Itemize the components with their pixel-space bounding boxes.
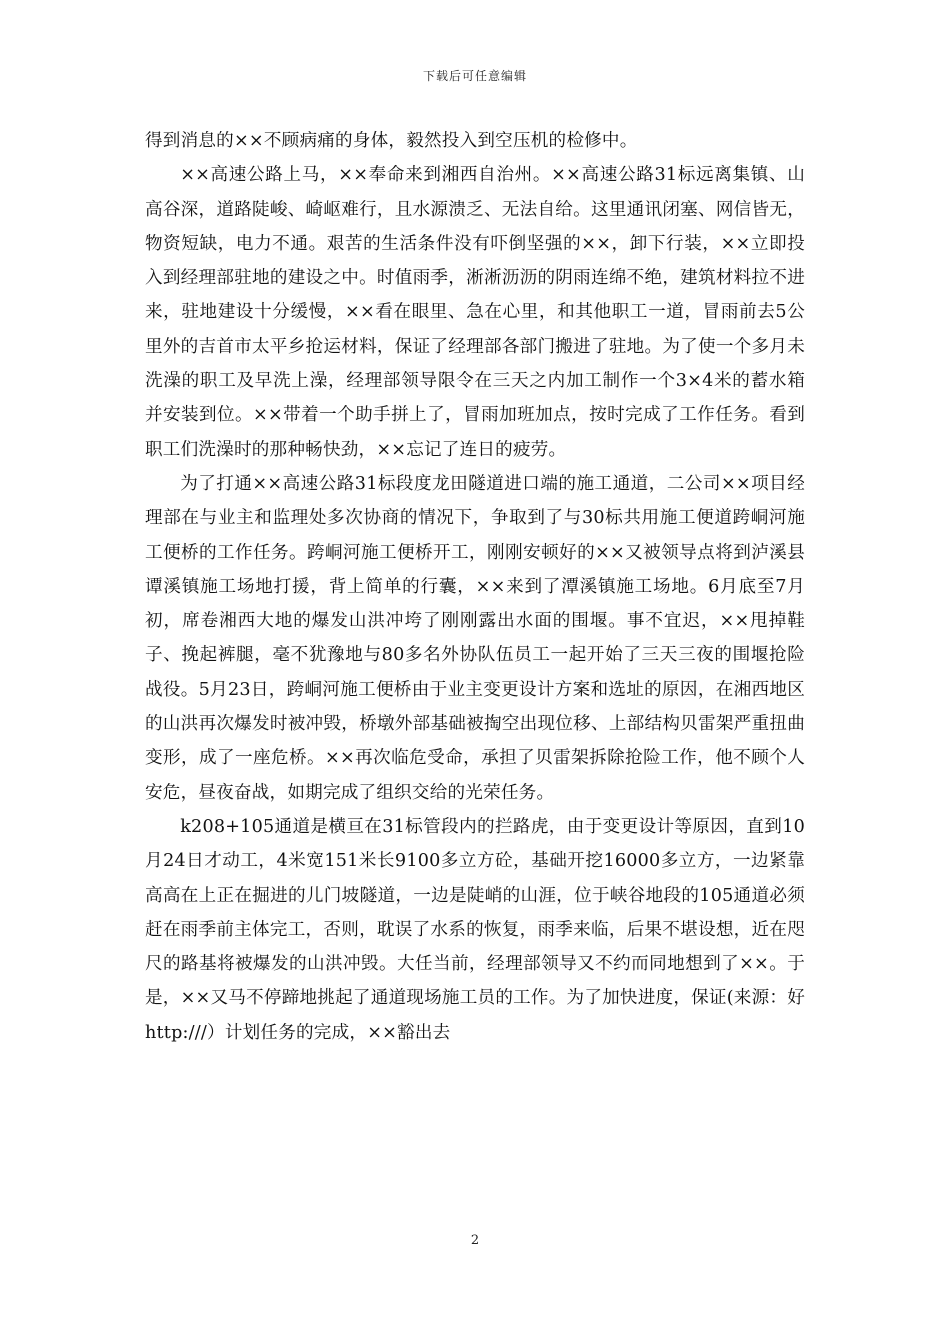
page-header: 下载后可任意编辑 — [422, 69, 527, 83]
page-number: 2 — [470, 1233, 480, 1248]
paragraph-continuation: 得到消息的××不顾病痛的身体，毅然投入到空压机的检修中。 — [145, 131, 638, 151]
paragraph-highway-start: ××高速公路上马，××奉命来到湘西自治州。××高速公路31标远离集镇、山高谷深，道路陡峻、崎岖难行，且水源溃乏、无法自给。这里通讯闭塞、网信皆无，物资短缺，电力不通。艰苦的生活条件没有吓倒坚强的××，卸下行装，××立即投入到经理部驻地的建设之中。时值雨季，淅淅沥沥的阴雨连绵不绝，建筑材料拉不进来，驻地建设十分缓慢，××看在眼里、急在心里，和其他职工一道，冒雨前去5公里外的吉首市太平乡抢运材料，保证了经理部各部门搬进了驻地。为了使一个多月未洗澡的职工及早洗上澡，经理部领导限令在三天之内加工制作一个3×4米的蓄水箱并安装到位。××带着一个助手拼上了，冒雨加班加点，按时完成了工作任务。看到职工们洗澡时的那种畅快劲，××忘记了连日的疲劳。 — [145, 165, 805, 460]
paragraph-bridge-task: 为了打通××高速公路31标段度龙田隧道进口端的施工通道，二公司××项目经理部在与业主和监理处多次协商的情况下，争取到了与30标共用施工便道跨峒河施工便桥的工作任务。跨峒河施工便桥开工，刚刚安顿好的××又被领导点将到泸溪县谭溪镇施工场地打援，背上简单的行囊，××来到了潭溪镇施工场地。6月底至7月初，席卷湘西大地的爆发山洪冲垮了刚刚露出水面的围堰。事不宜迟，××甩掉鞋子、挽起裤腿，毫不犹豫地与80多名外协队伍员工一起开始了三天三夜的围堰抢险战役。5月23日，跨峒河施工便桥由于业主变更设计方案和选址的原因，在湘西地区的山洪再次爆发时被冲毁，桥墩外部基础被掏空出现位移、上部结构贝雷架严重扭曲变形，成了一座危桥。××再次临危受命，承担了贝雷架拆除抢险工作，他不顾个人安危，昼夜奋战，如期完成了组织交给的光荣任务。 — [145, 473, 805, 803]
document-body — [145, 124, 805, 1050]
paragraph-k208-passage: k208+105通道是横亘在31标管段内的拦路虎，由于变更设计等原因，直到10月24日才动工，4米宽151米长9100多立方砼，基础开挖16000多立方，一边紧靠高高在上正在掘进的儿门坡隧道，一边是陡峭的山涯，位于峡谷地段的105通道必须赶在雨季前主体完工，否则，耽误了水系的恢复，雨季来临，后果不堪设想，近在咫尺的路基将被爆发的山洪冲毁。大任当前，经理部领导又不约而同地想到了××。于是，××又马不停蹄地挑起了通道现场施工员的工作。为了加快进度，保证(来源：好 http:///）计划任务的完成，××豁出去 — [145, 816, 805, 1043]
